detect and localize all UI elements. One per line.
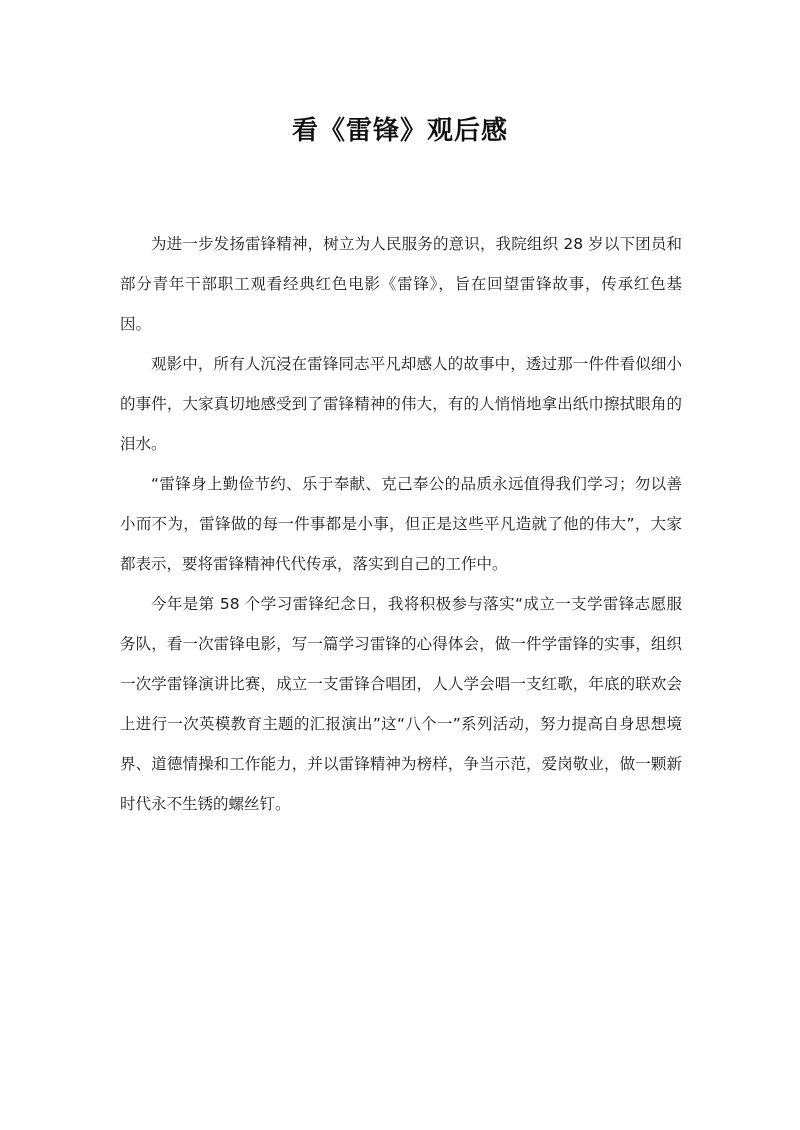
paragraph-4: 今年是第 58 个学习雷锋纪念日，我将积极参与落实“成立一支学雷锋志愿服务队，看一次雷锋电影，写一篇学习雷锋的心得体会，做一件学雷锋的实事，组织一次学雷锋演讲比赛，成立一支雷锋合唱团，人人学会唱一支红歌，年底的联欢会上进行一次英模教育主题的汇报演出”这“八个一”系列活动，努力提高自身思想境界、道德情操和工作能力，并以雷锋精神为榜样，争当示范，爱岗敬业，做一颗新时代永不生锈的螺丝钉。 [120, 595, 682, 813]
paragraph-1: 为进一步发扬雷锋精神，树立为人民服务的意识，我院组织 28 岁以下团员和部分青年干部职工观看经典红色电影《雷锋》，旨在回望雷锋故事，传承红色基因。 [120, 235, 682, 333]
paragraph-2: 观影中，所有人沉浸在雷锋同志平凡却感人的故事中，透过那一件件看似细小的事件，大家真切地感受到了雷锋精神的伟大，有的人悄悄地拿出纸巾擦拭眼角的泪水。 [120, 355, 682, 453]
document-title: 看《雷锋》观后感 [291, 116, 508, 146]
paragraph-3: “雷锋身上勤俭节约、乐于奉献、克己奉公的品质永远值得我们学习；勿以善小而不为，雷锋做的每一件事都是小事，但正是这些平凡造就了他的伟大”，大家都表示，要将雷锋精神代代传承，落实到自己的工作中。 [120, 475, 682, 573]
document-body [120, 224, 682, 824]
